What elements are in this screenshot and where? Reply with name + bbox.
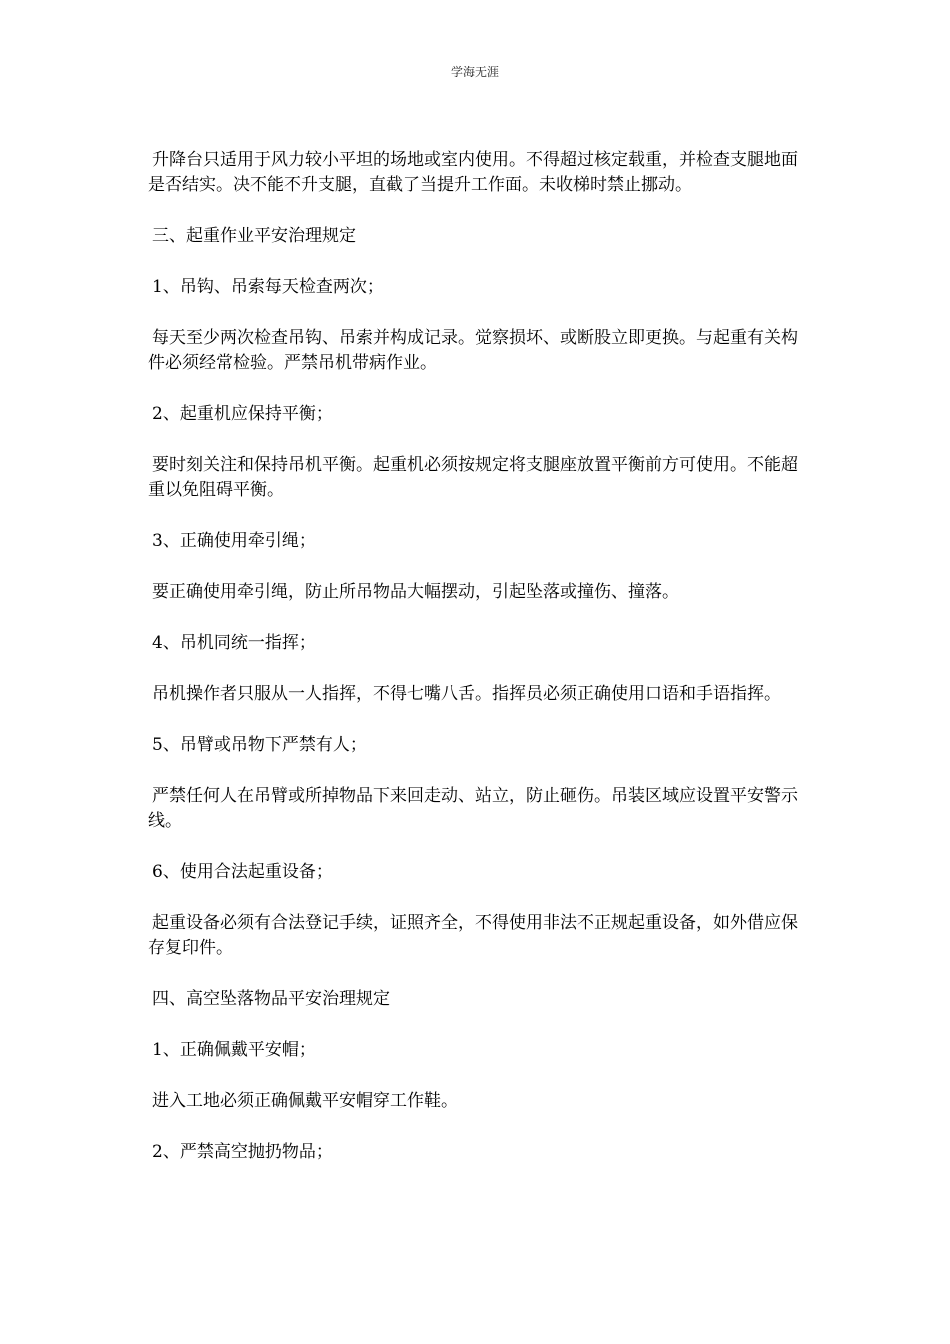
paragraph: 进入工地必须正确佩戴平安帽穿工作鞋。	[152, 1091, 458, 1111]
paragraph-lift-platform: 升降台只适用于风力较小平坦的场地或室内使用。不得超过核定载重，并检查支腿地面是否结实。决不能不升支腿，直截了当提升工作面。未收梯时禁止挪动。	[148, 150, 798, 195]
paragraph: 吊机操作者只服从一人指挥，不得七嘴八舌。指挥员必须正确使用口语和手语指挥。	[152, 684, 781, 704]
item-heading: 3、正确使用牵引绳；	[152, 531, 316, 551]
paragraph: 严禁任何人在吊臂或所掉物品下来回走动、站立，防止砸伤。吊装区域应设置平安警示线。	[148, 786, 798, 831]
paragraph: 起重设备必须有合法登记手续，证照齐全，不得使用非法不正规起重设备，如外借应保存复印件。	[148, 913, 798, 958]
item-heading: 5、吊臂或吊物下严禁有人；	[152, 735, 367, 755]
section-heading-lifting: 三、起重作业平安治理规定	[152, 226, 356, 246]
item-heading: 1、吊钩、吊索每天检查两次；	[152, 277, 384, 297]
paragraph: 每天至少两次检查吊钩、吊索并构成记录。觉察损坏、或断股立即更换。与起重有关构件必须经常检验。严禁吊机带病作业。	[148, 328, 798, 373]
item-heading: 6、使用合法起重设备；	[152, 862, 333, 882]
paragraph: 要时刻关注和保持吊机平衡。起重机必须按规定将支腿座放置平衡前方可使用。不能超重以免阻碍平衡。	[148, 455, 798, 500]
item-heading: 4、吊机同统一指挥；	[152, 633, 316, 653]
paragraph: 要正确使用牵引绳，防止所吊物品大幅摆动，引起坠落或撞伤、撞落。	[152, 582, 679, 602]
item-heading: 2、起重机应保持平衡；	[152, 404, 333, 424]
item-heading: 1、正确佩戴平安帽；	[152, 1040, 316, 1060]
page-header: 学海无涯	[450, 65, 499, 79]
section-heading-falling-objects: 四、高空坠落物品平安治理规定	[152, 989, 390, 1009]
item-heading: 2、严禁高空抛扔物品；	[152, 1142, 333, 1162]
document-body	[148, 148, 808, 1191]
